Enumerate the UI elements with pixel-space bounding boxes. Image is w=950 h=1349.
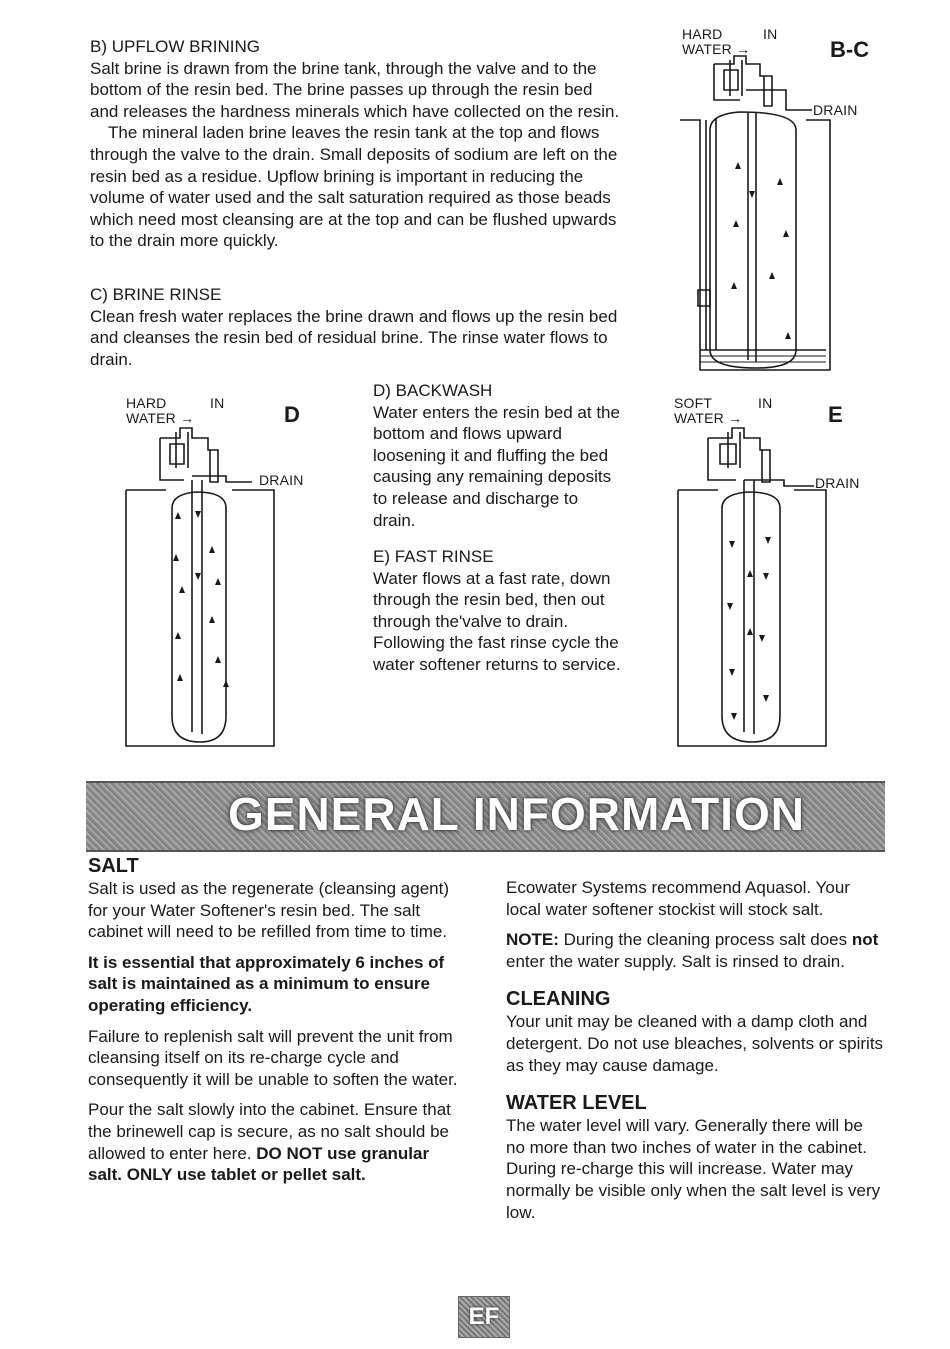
salt-type-warning: DO NOT use granular salt. ONLY use tablet or pellet salt.	[88, 1143, 430, 1185]
bc-water-label: HARD WATER →	[682, 26, 751, 57]
backwash-section	[373, 380, 621, 531]
cleaning-paragraph: Your unit may be cleaned with a damp cloth and detergent. Do not use bleaches, solvents or spirits as they may cause damage.	[506, 1012, 884, 1075]
bc-water-type: HARD	[682, 26, 723, 42]
upflow-section	[90, 36, 620, 252]
brine-rinse-heading: C) BRINE RINSE	[90, 285, 222, 304]
d-water-type: HARD	[126, 395, 167, 411]
brine-rinse-section	[90, 284, 620, 370]
e-in-label: IN	[758, 395, 773, 411]
d-water-word: WATER	[126, 410, 176, 426]
salt-section	[88, 854, 466, 1186]
bc-tank-diagram	[676, 50, 836, 380]
e-tank-diagram	[674, 420, 834, 750]
fast-rinse-paragraph: Water flows at a fast rate, down through the resin bed, then out through the'valve to drain. Following the fast rinse cycle the water softener returns to service.	[373, 568, 621, 674]
e-water-label: SOFT WATER →	[674, 395, 743, 426]
water-level-paragraph: The water level will vary. Generally there will be no more than two inches of water in the cabinet. During re-charge this will increase. Water may normally be visible only when the salt level is very low.	[506, 1116, 881, 1222]
d-water-label: HARD WATER →	[126, 395, 195, 426]
e-diagram-letter: E	[828, 402, 843, 427]
bc-diagram-letter: B-C	[830, 37, 870, 62]
salt-paragraph-1: Salt is used as the regenerate (cleansing agent) for your Water Softener's resin bed. The salt cabinet will need to be refilled from time to time.	[88, 879, 450, 942]
e-drain-label: DRAIN	[815, 475, 860, 491]
water-level-title: WATER LEVEL	[506, 1092, 647, 1115]
d-drain-label: DRAIN	[259, 472, 304, 488]
general-information-banner	[86, 781, 885, 852]
bc-in-label: IN	[763, 26, 778, 42]
note-text-a: During the cleaning process salt does	[563, 930, 848, 950]
upflow-paragraph-2: The mineral laden brine leaves the resin tank at the top and flows through the valve to the drain. Small deposits of sodium are left on the resin bed as a residue. Upflow brining is important in reducing the volume of water used and the salt saturation required as those beads which need most cleansing are at the top and can be flushed upwards to the drain more quickly.	[90, 123, 618, 251]
e-water-word: WATER	[674, 410, 724, 426]
brine-rinse-paragraph: Clean fresh water replaces the brine drawn and flows up the resin bed and cleanses the resin bed of residual brine. The rinse water flows to drain.	[90, 306, 618, 369]
salt-title: SALT	[88, 855, 139, 877]
salt-essential-note: It is essential that approximately 6 inches of salt is maintained as a minimum to ensure operating efficiency.	[88, 952, 445, 1015]
note-text-b: enter the water supply. Salt is rinsed to drain.	[506, 951, 845, 971]
e-water-type: SOFT	[674, 395, 713, 411]
upflow-heading: B) UPFLOW BRINING	[90, 37, 261, 56]
note-label: NOTE:	[506, 930, 559, 950]
note-not: not	[851, 930, 879, 950]
recommend-paragraph: Ecowater Systems recommend Aquasol. Your local water softener stockist will stock salt.	[506, 878, 850, 919]
salt-pour-instruction: Pour the salt slowly into the cabinet. Ensure that the brinewell cap is secure, as no salt should be allowed to enter here.	[88, 1100, 451, 1163]
page-logo-text: EF	[468, 1303, 500, 1330]
right-column	[506, 877, 884, 1223]
fast-rinse-section	[373, 546, 621, 676]
salt-paragraph-2: Failure to replenish salt will prevent the unit from cleansing itself on its re-charge cycle and consequently it will be unable to soften the water.	[88, 1026, 458, 1089]
page-logo	[458, 1296, 510, 1338]
d-in-label: IN	[210, 395, 225, 411]
bc-drain-label: DRAIN	[813, 102, 858, 118]
salt-paragraph-3	[88, 1099, 466, 1185]
backwash-paragraph: Water enters the resin bed at the bottom and flows upward loosening it and fluffing the bed causing any remaining deposits to release and discharge to drain.	[373, 402, 620, 530]
upflow-paragraph-1: Salt brine is drawn from the brine tank, through the valve and to the bottom of the resin bed. The brine passes up through the resin bed and releases the hardness minerals which have collected on the resin.	[90, 58, 620, 121]
banner-title: GENERAL INFORMATION	[228, 788, 805, 840]
cleaning-title: CLEANING	[506, 988, 611, 1011]
fast-rinse-heading: E) FAST RINSE	[373, 547, 494, 566]
note-paragraph	[506, 929, 884, 972]
d-diagram-letter: D	[284, 402, 300, 427]
backwash-heading: D) BACKWASH	[373, 381, 493, 400]
d-tank-diagram	[122, 420, 282, 750]
bc-water-word: WATER	[682, 41, 732, 57]
